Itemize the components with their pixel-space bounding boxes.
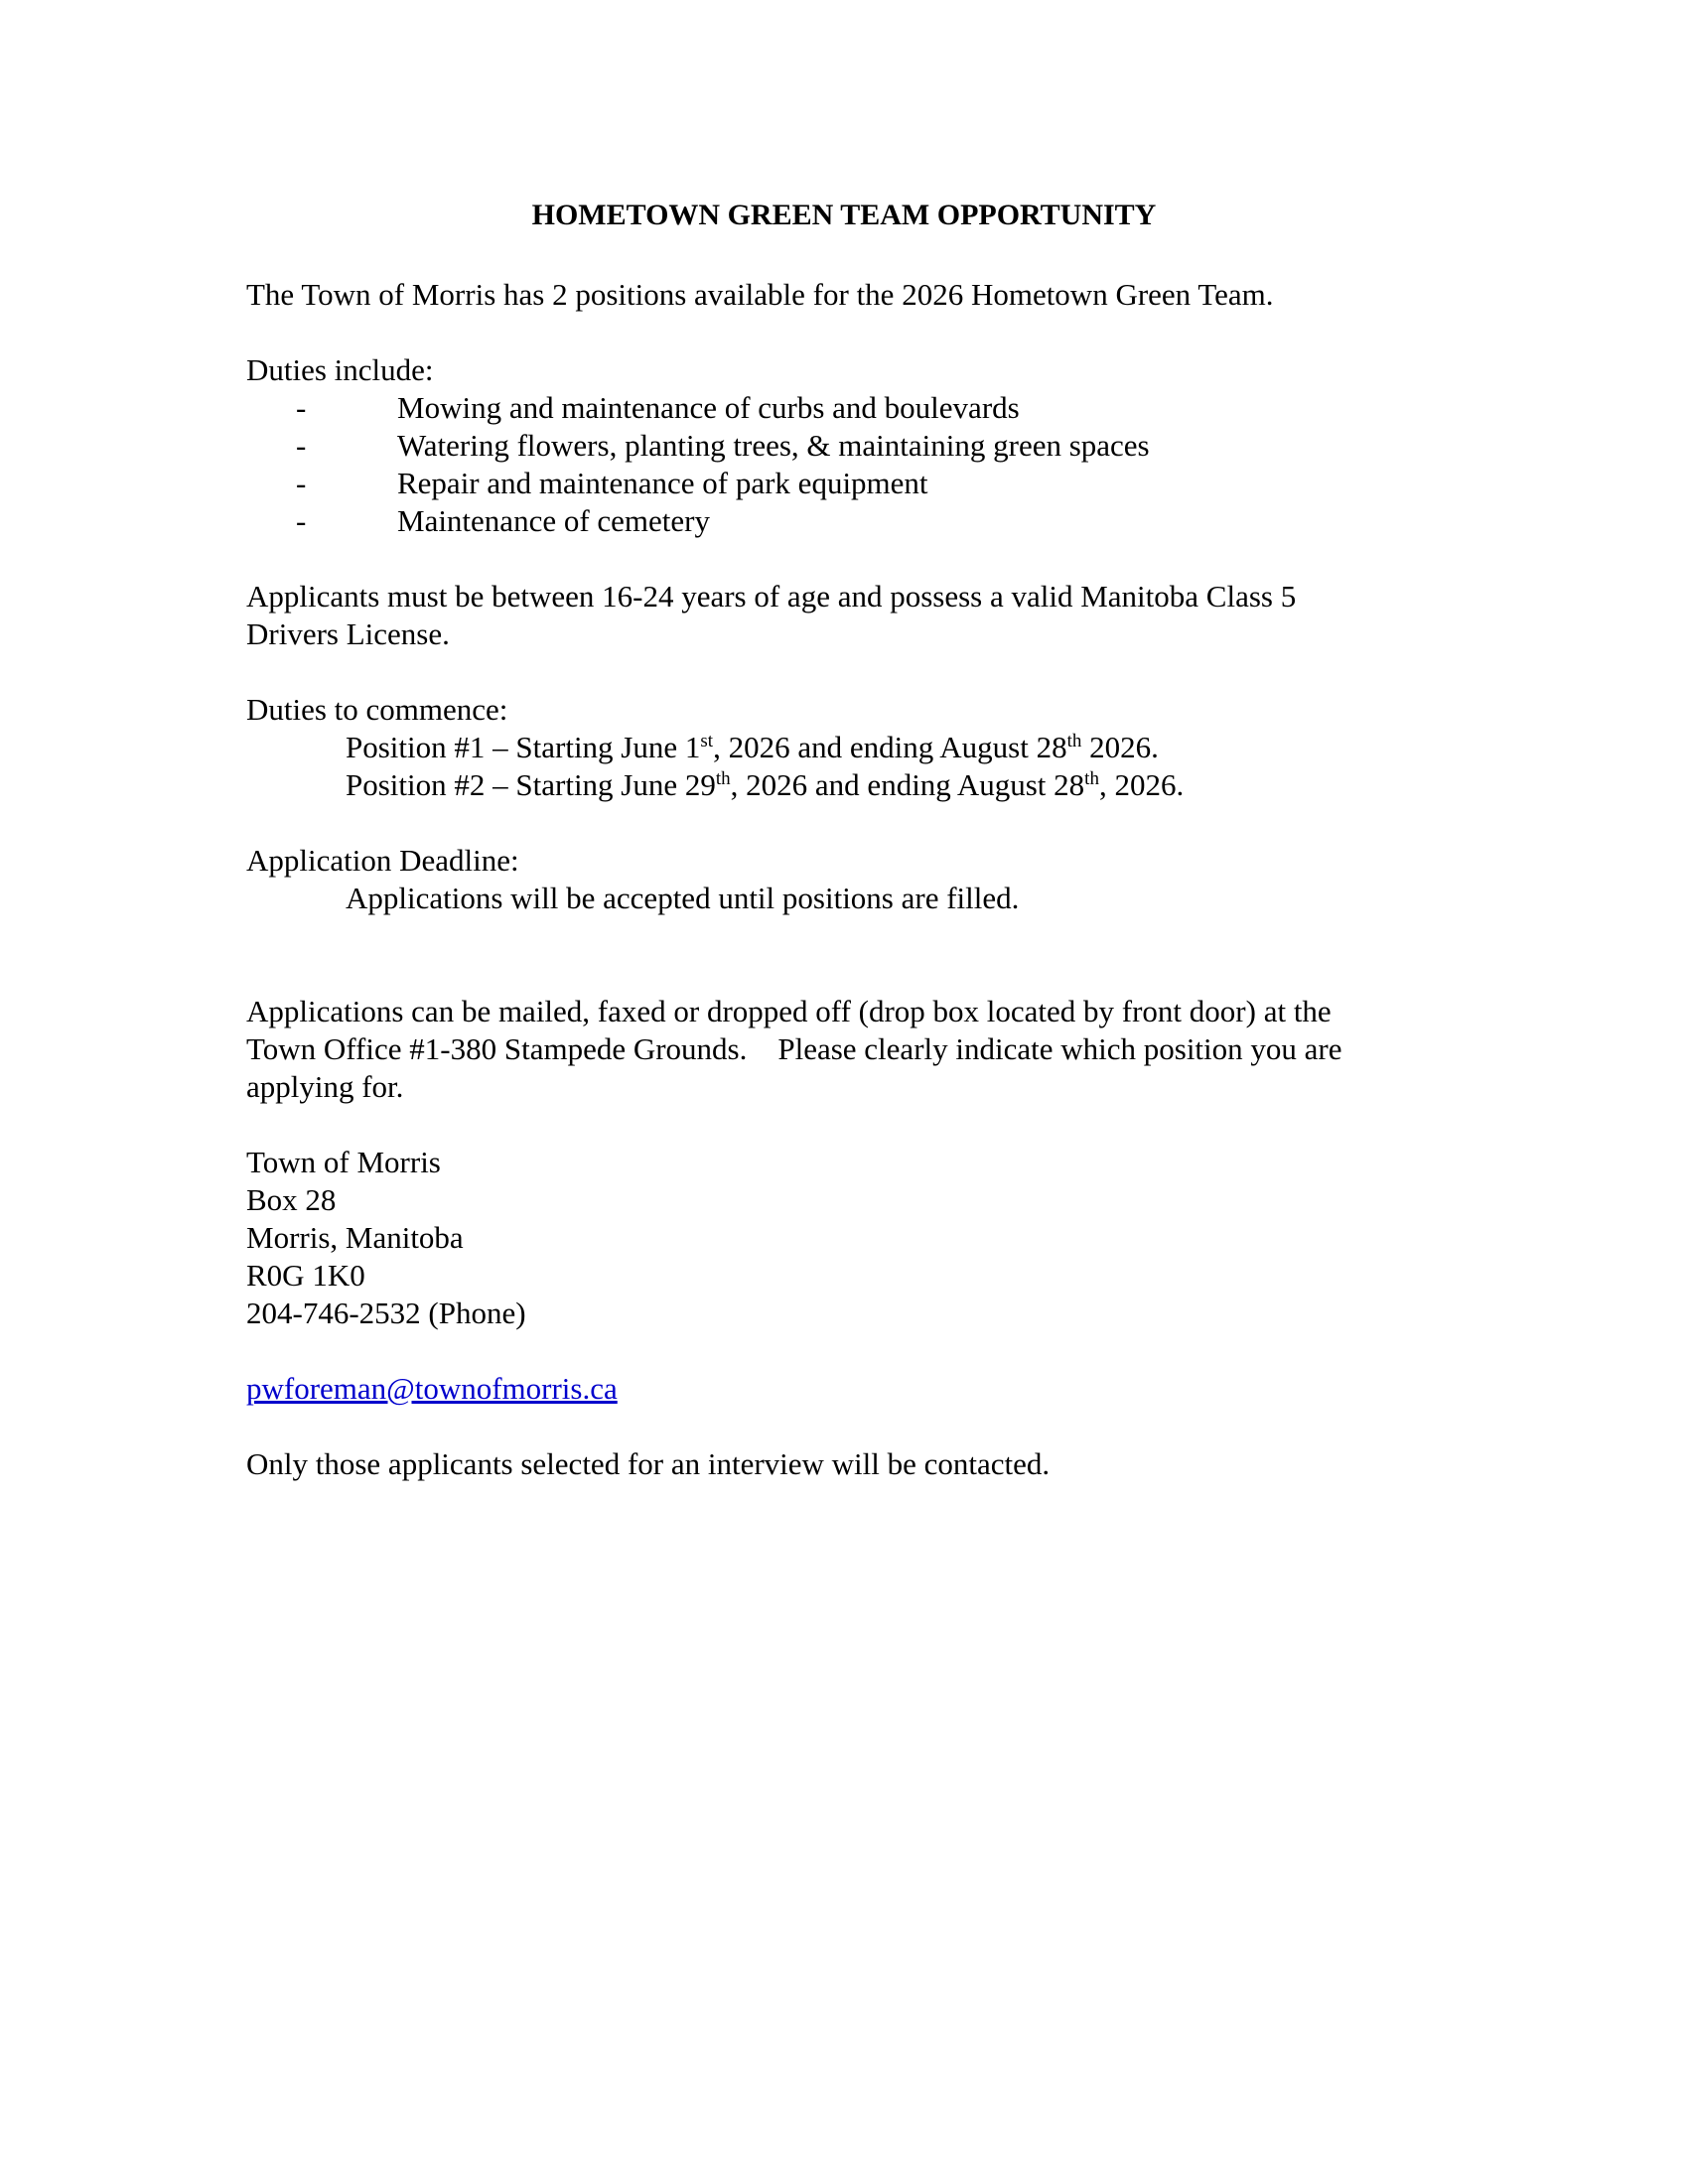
list-item (246, 465, 1458, 502)
ordinal-suffix: th (1066, 731, 1082, 751)
duty-text: Mowing and maintenance of curbs and boulevards (397, 390, 1020, 425)
closing-paragraph (246, 1445, 1458, 1483)
address-city: Morris, Manitoba (246, 1220, 464, 1255)
email-paragraph (246, 1370, 1458, 1408)
duty-text: Repair and maintenance of park equipment (397, 466, 928, 500)
requirements-line-2: Drivers License. (246, 616, 450, 651)
deadline-section (246, 842, 1458, 917)
deadline-text: Applications will be accepted until positions are filled. (346, 881, 1020, 915)
position-2-middle: , 2026 and ending August 28 (730, 767, 1085, 802)
address-name: Town of Morris (246, 1145, 441, 1179)
position-1-dates (246, 729, 1458, 766)
position-2-tail: , 2026. (1098, 767, 1185, 802)
dash-bullet-icon: - (296, 466, 307, 500)
submission-line-2: Town Office #1-380 Stampede Grounds. Please clearly indicate which position you are (246, 1031, 1342, 1066)
position-1-tail: 2026. (1081, 730, 1159, 764)
closing-text: Only those applicants selected for an interview will be contacted. (246, 1446, 1051, 1481)
submission-line-3: applying for. (246, 1069, 404, 1104)
intro-paragraph (246, 276, 1458, 314)
list-item (246, 502, 1458, 540)
position-1-prefix: Position #1 – Starting June 1 (346, 730, 701, 764)
duties-section (246, 351, 1458, 540)
ordinal-suffix: st (700, 731, 714, 751)
commence-section (246, 691, 1458, 804)
duty-text: Watering flowers, planting trees, & maintaining green spaces (397, 428, 1150, 463)
ordinal-suffix: th (1084, 768, 1099, 789)
page-title: HOMETOWN GREEN TEAM OPPORTUNITY (531, 199, 1157, 231)
email-link[interactable]: pwforeman@townofmorris.ca (246, 1371, 618, 1406)
duties-heading: Duties include: (246, 352, 434, 387)
address-postal-code: R0G 1K0 (246, 1258, 365, 1293)
position-1-middle: , 2026 and ending August 28 (713, 730, 1067, 764)
requirements-paragraph (246, 578, 1458, 653)
intro-text: The Town of Morris has 2 positions available for the 2026 Hometown Green Team. (246, 277, 1274, 312)
position-2-dates (246, 766, 1458, 804)
dash-bullet-icon: - (296, 428, 307, 463)
address-phone: 204-746-2532 (Phone) (246, 1296, 526, 1330)
list-item (246, 427, 1458, 465)
address-box: Box 28 (246, 1182, 337, 1217)
address-block (246, 1144, 1458, 1332)
deadline-heading: Application Deadline: (246, 843, 519, 878)
dash-bullet-icon: - (296, 390, 307, 425)
submission-line-1: Applications can be mailed, faxed or dropped off (drop box located by front door) at the (246, 994, 1332, 1028)
duty-text: Maintenance of cemetery (397, 503, 710, 538)
position-2-prefix: Position #2 – Starting June 29 (346, 767, 716, 802)
commence-heading: Duties to commence: (246, 692, 508, 727)
list-item (246, 389, 1458, 427)
dash-bullet-icon: - (296, 503, 307, 538)
submission-paragraph (246, 993, 1458, 1106)
ordinal-suffix: th (715, 768, 731, 789)
requirements-line-1: Applicants must be between 16-24 years of age and possess a valid Manitoba Class 5 (246, 579, 1297, 614)
